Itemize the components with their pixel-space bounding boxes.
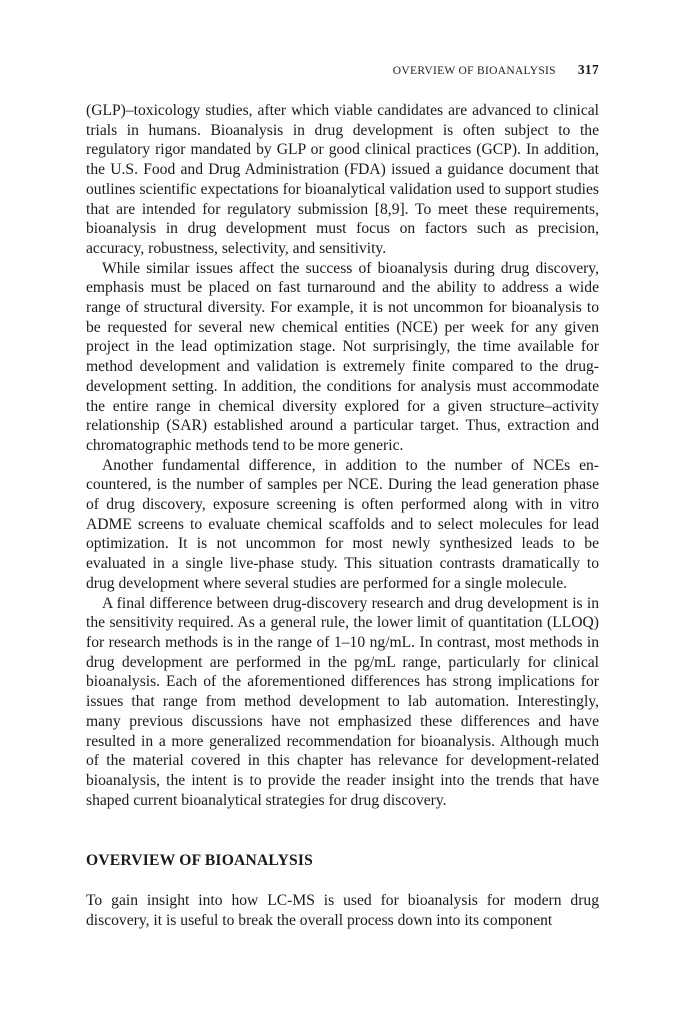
paragraph: Another fundamental difference, in addition to the number of NCEs encountered, is the number of samples per NCE. During the lead generation phase of drug discovery, exposure screening is often performed along with in vitro ADME screens to evaluate chemical scaffolds and to select molecules for lead optimization. It is not uncommon for most newly synthesized leads to be evaluated in a single live-phase study. This situation contrasts dramatically to drug development where several studies are performed for a single molecule. — [86, 456, 599, 592]
page-number: 317 — [577, 62, 599, 77]
paragraph-continued: (GLP)–toxicology studies, after which viable candidates are advanced to clinical trials in humans. Bioanalysis in drug development is often subject to the regulatory rigor mandated by GLP or good clinical practices (GCP). In addition, the U.S. Food and Drug Administration (FDA) issued a guidance document that outlines scientific expectations for bioanalytical validation used to support studies that are intended for regulatory submission [8,9]. To meet these requirements, bioanalysis in drug development must focus on factors such as precision, accuracy, robustness, selectivity, and sensitivity. — [86, 102, 599, 257]
paragraph: A final difference between drug-discovery research and drug development is in the sensitivity required. As a general rule, the lower limit of quantitation (LLOQ) for research methods is in the range of 1–10 ng/mL. In contrast, most methods in drug development are performed in the pg/mL range, particularly for clinical bioanalysis. Each of the aforementioned differences has strong implications for issues that range from method development to lab automation. Interestingly, many previous discussions have not emphasized these differences and have resulted in a more generalized recommendation for bioanalysis. Although much of the material covered in this chapter has relevance for development-related bioanalysis, the intent is to provide the reader insight into the trends that have shaped current bioanalytical strategies for drug discovery. — [86, 594, 599, 809]
book-page — [86, 62, 599, 931]
paragraph: While similar issues affect the success of bioanalysis during drug discovery, emphasis must be placed on fast turnaround and the ability to address a wide range of structural diversity. For example, it is not uncommon for bioanalysis to be requested for several new chemical entities (NCE) per week for any given project in the lead optimization stage. Not surprisingly, the time available for method development and validation is extremely finite compared to the drug-development setting. In addition, the conditions for analysis must accommodate the entire range in chemical diversity explored for a given structure–activity relationship (SAR) established around a particular target. Thus, extraction and chromatographic methods tend to be more generic. — [86, 259, 599, 454]
running-header — [86, 62, 599, 82]
paragraph: To gain insight into how LC-MS is used for bioanalysis for modern drug discovery, it is useful to break the overall process down into its component — [86, 892, 599, 930]
section-body — [86, 891, 599, 930]
running-title: OVERVIEW OF BIOANALYSIS — [392, 65, 556, 77]
body-text — [86, 101, 599, 810]
section-heading: OVERVIEW OF BIOANALYSIS — [86, 852, 314, 870]
